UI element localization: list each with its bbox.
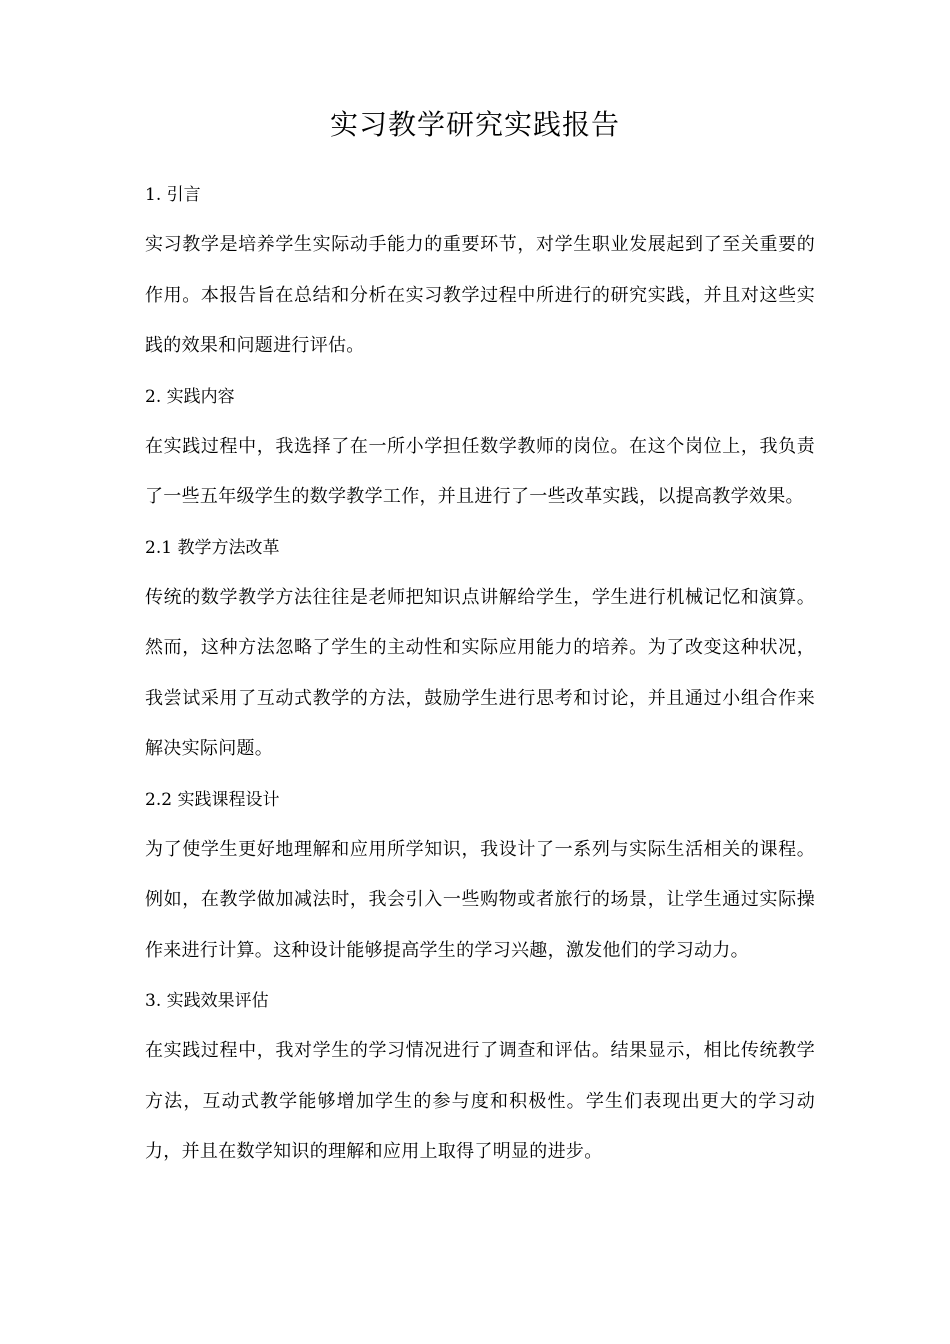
section-paragraph: 为了使学生更好地理解和应用所学知识，我设计了一系列与实际生活相关的课程。例如，在教学做加减法时，我会引入一些购物或者旅行的场景，让学生通过实际操作来进行计算。这种设计能够提高学生的学习兴趣，激发他们的学习动力。 [145, 838, 815, 961]
section-effect-evaluation [145, 976, 815, 1178]
document-body [145, 170, 815, 1178]
section-introduction [145, 170, 815, 372]
section-paragraph: 在实践过程中，我选择了在一所小学担任数学教师的岗位。在这个岗位上，我负责了一些五年级学生的数学教学工作，并且进行了一些改革实践，以提高教学效果。 [145, 435, 815, 507]
section-practice-content [145, 372, 815, 523]
section-paragraph: 在实践过程中，我对学生的学习情况进行了调查和评估。结果显示，相比传统教学方法，互动式教学能够增加学生的参与度和积极性。学生们表现出更大的学习动力，并且在数学知识的理解和应用上取得了明显的进步。 [145, 1040, 815, 1162]
section-course-design [145, 775, 815, 977]
section-heading: 2.1 教学方法改革 [145, 537, 280, 558]
section-heading: 1. 引言 [145, 185, 201, 205]
section-paragraph: 传统的数学教学方法往往是老师把知识点讲解给学生，学生进行机械记忆和演算。然而，这种方法忽略了学生的主动性和实际应用能力的培养。为了改变这种状况，我尝试采用了互动式教学的方法，鼓励学生进行思考和讨论，并且通过小组合作来解决实际问题。 [145, 586, 815, 759]
section-teaching-method-reform [145, 523, 815, 775]
section-heading: 2. 实践内容 [145, 386, 235, 407]
section-paragraph: 实习教学是培养学生实际动手能力的重要环节，对学生职业发展起到了至关重要的作用。本报告旨在总结和分析在实习教学过程中所进行的研究实践，并且对这些实践的效果和问题进行评估。 [145, 234, 815, 356]
section-heading: 3. 实践效果评估 [145, 991, 269, 1011]
document-title: 实习教学研究实践报告 [329, 108, 620, 141]
section-heading: 2.2 实践课程设计 [145, 789, 280, 810]
